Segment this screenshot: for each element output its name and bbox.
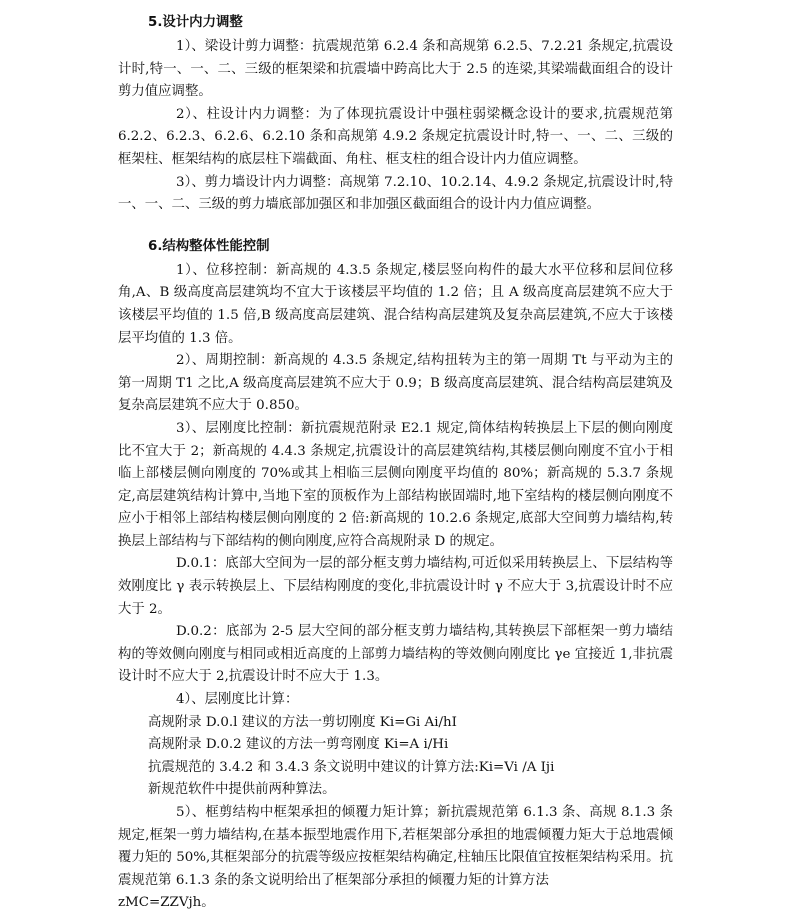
paragraph-column-force: 2）、柱设计内力调整：为了体现抗震设计中强柱弱梁概念设计的要求,抗震规范第 6.2.2、6.2.3、6.2.6、6.2.10 条和高规第 4.9.2 条规定抗震设计时,特一、一、二、三级的框架柱、框架结构的底层柱下端截面、角柱、框支柱的组合设计内力值应调整。 xyxy=(118,106,673,167)
section-heading-6: 6.结构整体性能控制 xyxy=(148,238,270,254)
paragraph-overturning: 5）、框剪结构中框架承担的倾覆力矩计算；新抗震规范第 6.1.3 条、高规 8.1.3 条规定,框架一剪力墙结构,在基本振型地震作用下,若框架部分承担的地震倾覆力矩大于总地震倾覆力矩的 50%,其框架部分的抗震等级应按框架结构确定,柱轴压比限值宜按框架结构采用。抗震规范第 6.1.3 条的条文说明给出了框架部分承担的倾覆力矩的计算方法 xyxy=(118,805,673,888)
paragraph-displacement: 1）、位移控制：新高规的 4.3.5 条规定,楼层竖向构件的最大水平位移和层间位移角,A、B 级高度高层建筑均不宜大于该楼层平均值的 1.2 倍；且 A 级高度高层建筑不应大于该楼层平均值的 1.5 倍,B 级高度高层建筑、混合结构高层建筑及复杂高层建筑,不应大于该楼层平均值的 1.3 倍。 xyxy=(118,262,673,346)
paragraph-beam-shear: 1）、梁设计剪力调整：抗震规范第 6.2.4 条和高规第 6.2.5、7.2.21 条规定,抗震设计时,特一、一、二、三级的框架梁和抗震墙中跨高比大于 2.5 的连梁,其梁端截面组合的设计剪力值应调整。 xyxy=(118,39,673,100)
paragraph-period: 2）、周期控制：新高规的 4.3.5 条规定,结构扭转为主的第一周期 Tt 与平动为主的第一周期 T1 之比,A 级高度高层建筑不应大于 0.9；B 级高度高层建筑、混合结构高层建筑及复杂高层建筑不应大于 0.850。 xyxy=(118,353,673,414)
formula-line: zMC=ZZVjh。 xyxy=(118,895,215,911)
method-line-2: 高规附录 D.0.2 建议的方法一剪弯刚度 Ki=A i/Hi xyxy=(148,737,449,753)
paragraph-d02: D.0.2：底部为 2-5 层大空间的部分框支剪力墙结构,其转换层下部框架一剪力墙结构的等效侧向刚度与相同或相近高度的上部剪力墙结构的等效侧向刚度比 γe 宜接近 1,非抗震设计时不应大于 2,抗震设计时不应大于 1.3。 xyxy=(118,624,673,685)
method-line-3: 抗震规范的 3.4.2 和 3.4.3 条文说明中建议的计算方法:Ki=Vi /A Iji xyxy=(148,759,555,775)
paragraph-shear-wall: 3）、剪力墙设计内力调整：高规第 7.2.10、10.2.14、4.9.2 条规定,抗震设计时,特一、一、二、三级的剪力墙底部加强区和非加强区截面组合的设计内力值应调整。 xyxy=(118,174,673,213)
method-line-4: 新规范软件中提供前两种算法。 xyxy=(148,782,336,798)
paragraph-d01: D.0.1：底部大空间为一层的部分框支剪力墙结构,可近似采用转换层上、下层结构等效刚度比 γ 表示转换层上、下层结构刚度的变化,非抗震设计时 γ 不应大于 3,抗震设计时不应大于 2。 xyxy=(118,556,673,617)
section-heading-5: 5.设计内力调整 xyxy=(148,15,243,30)
paragraph-stiffness-ratio: 3）、层刚度比控制：新抗震规范附录 E2.1 规定,筒体结构转换层上下层的侧向刚度比不宜大于 2；新高规的 4.4.3 条规定,抗震设计的高层建筑结构,其楼层侧向刚度不宜小于相临上部楼层侧向刚度的 70%或其上相临三层侧向刚度平均值的 80%；新高规的 5.3.7 条规定,高层建筑结构计算中,当地下室的顶板作为上部结构嵌固端时,地下室结构的楼层侧向刚度不应小于相邻上部结构楼层侧向刚度的 2 倍:新高规的 10.2.6 条规定,底部大空间剪力墙结构,转换层上部结构与下部结构的侧向刚度,应符合高规附录 D 的规定。 xyxy=(118,420,673,549)
paragraph-stiffness-calc: 4）、层刚度比计算： xyxy=(176,692,299,708)
method-line-1: 高规附录 D.0.l 建议的方法一剪切刚度 Ki=Gi Ai/hI xyxy=(148,714,457,730)
